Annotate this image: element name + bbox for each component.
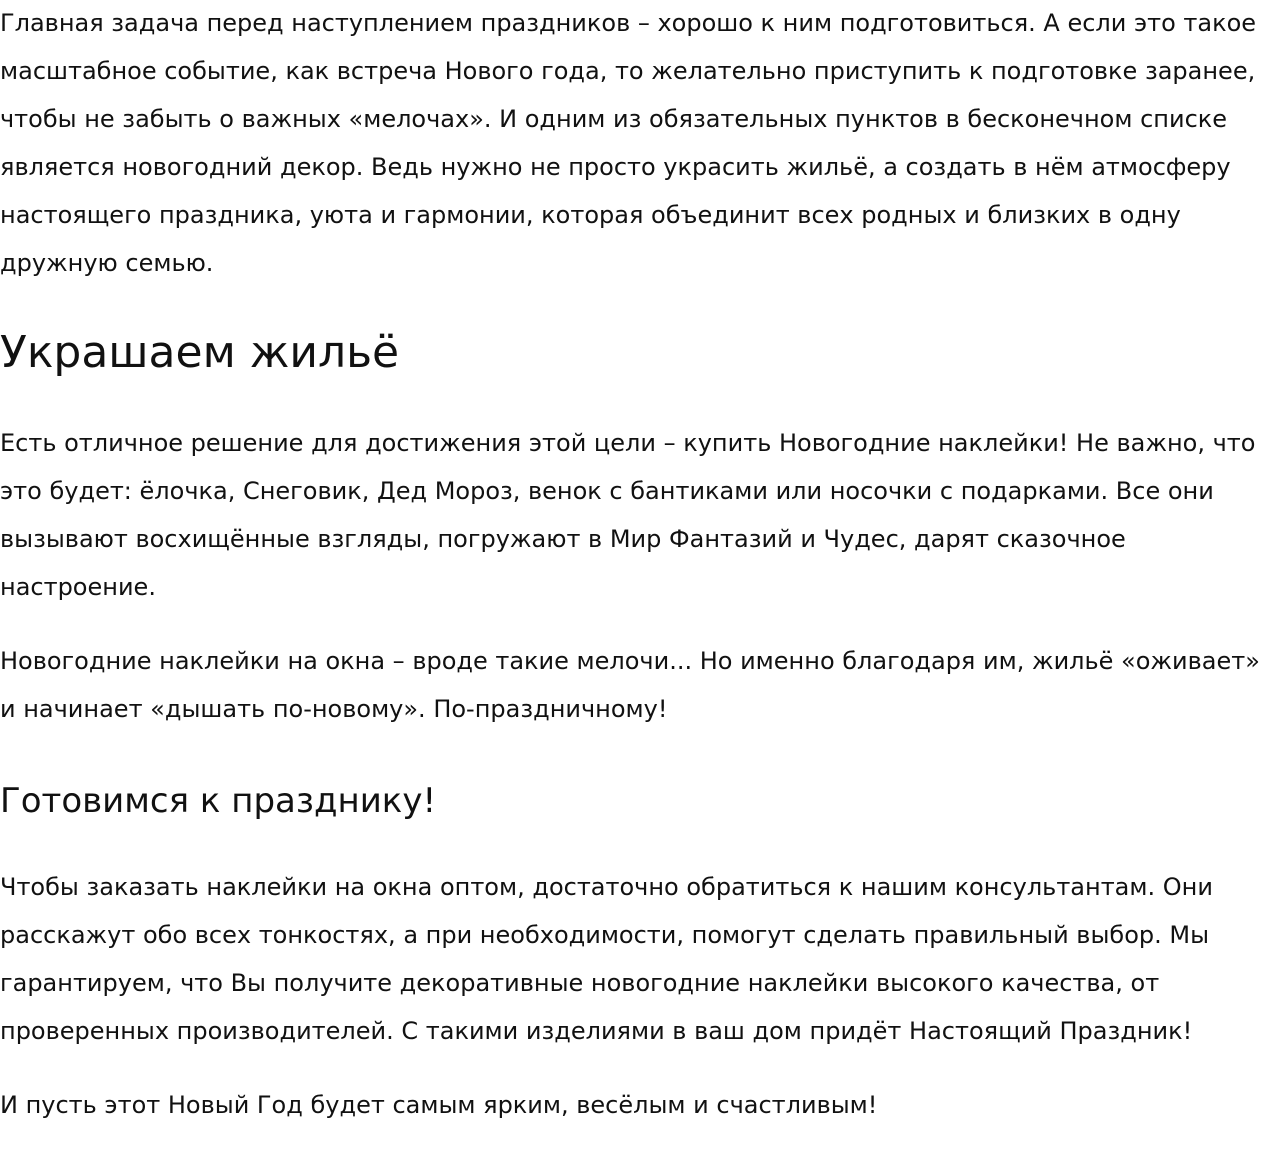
order-paragraph: Чтобы заказать наклейки на окна оптом, достаточно обратиться к нашим консультантам. Они расскажут обо всех тонкостях, а при необходимости, помогут сделать правильный выбор. Мы гарантируем, что Вы получите декоративные новогодние наклейки высокого качества, от проверенных производителей. С такими изделиями в ваш дом придёт Настоящий Праздник!: [0, 873, 1213, 1045]
intro-paragraph: Главная задача перед наступлением праздников – хорошо к ним подготовиться. А если это такое масштабное событие, как встреча Нового года, то желательно приступить к подготовке заранее, чтобы не забыть о важных «мелочах». И одним из обязательных пунктов в бесконечном списке является новогодний декор. Ведь нужно не просто украсить жильё, а создать в нём атмосферу настоящего праздника, уюта и гармонии, которая объединит всех родных и близких в одну дружную семью.: [0, 9, 1257, 277]
stickers-paragraph: Есть отличное решение для достижения этой цели – купить Новогодние наклейки! Не важно, что это будет: ёлочка, Снеговик, Дед Мороз, венок с бантиками или носочки с подарками. Все они вызывают восхищённые взгляды, погружают в Мир Фантазий и Чудес, дарят сказочное настроение.: [0, 429, 1256, 601]
heading-holiday: Готовимся к празднику!: [0, 781, 437, 821]
windows-paragraph: Новогодние наклейки на окна – вроде такие мелочи... Но именно благодаря им, жильё «оживает» и начинает «дышать по-новому». По-праздничному!: [0, 647, 1260, 723]
wish-paragraph: И пусть этот Новый Год будет самым ярким, весёлым и счастливым!: [0, 1091, 878, 1119]
heading-decor: Украшаем жильё: [0, 327, 400, 378]
